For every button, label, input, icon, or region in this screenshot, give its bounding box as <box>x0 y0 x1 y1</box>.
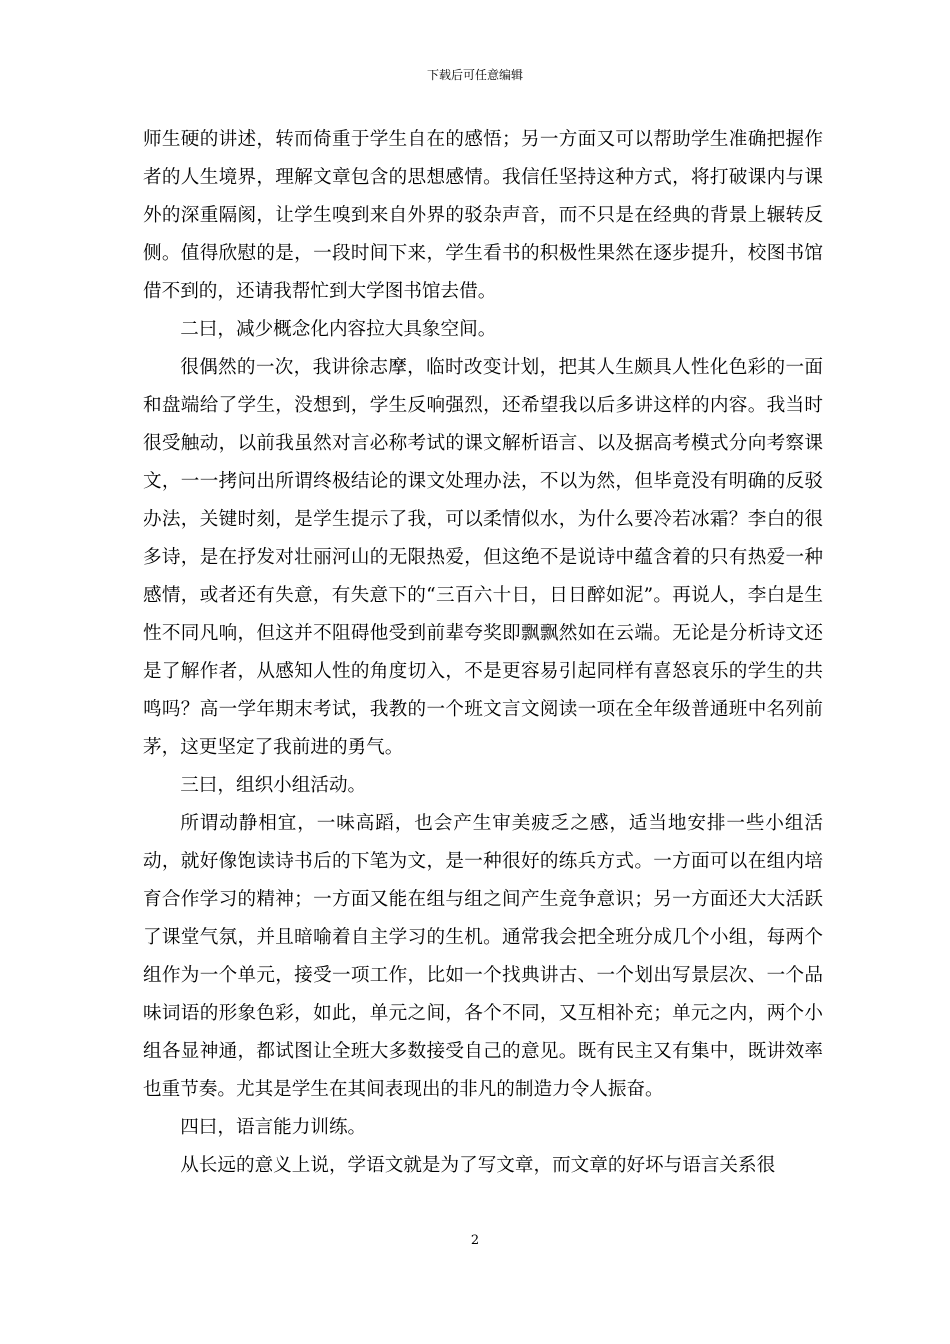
page-number: 2 <box>470 1233 480 1248</box>
paragraph: 所谓动静相宜，一味高蹈，也会产生审美疲乏之感，适当地安排一些小组活动，就好像饱读诗书后的下笔为文，是一种很好的练兵方式。一方面可以在组内培育合作学习的精神；一方面又能在组与组之间产生竞争意识；另一方面还大大活跃了课堂气氛，并且暗喻着自主学习的生机。通常我会把全班分成几个小组，每两个组作为一个单元，接受一项工作，比如一个找典讲古、一个划出写景层次、一个品味词语的形象色彩，如此，单元之间，各个不同，又互相补充；单元之内，两个小组各显神通，都试图让全班大多数接受自己的意见。既有民主又有集中，既讲效率也重节奏。尤其是学生在其间表现出的非凡的制造力令人振奋。 <box>143 813 823 1100</box>
page-header: 下载后可任意编辑 <box>426 68 523 82</box>
paragraph: 从长远的意义上说，学语文就是为了写文章，而文章的好坏与语言关系很 <box>180 1155 776 1176</box>
section-heading-3: 三曰，组织小组活动。 <box>180 775 367 796</box>
section-heading-2: 二曰，减少概念化内容拉大具象空间。 <box>180 319 497 340</box>
paragraph-continued: 师生硬的讲述，转而倚重于学生自在的感悟；另一方面又可以帮助学生准确把握作者的人生境界，理解文章包含的思想感情。我信任坚持这种方式，将打破课内与课外的深重隔阂，让学生嗅到来自外界的驳杂声音，而不只是在经典的背景上辗转反侧。值得欣慰的是，一段时间下来，学生看书的积极性果然在逐步提升，校图书馆借不到的，还请我帮忙到大学图书馆去借。 <box>143 129 823 302</box>
document-body <box>143 121 823 1185</box>
paragraph: 很偶然的一次，我讲徐志摩，临时改变计划，把其人生颇具人性化色彩的一面和盘端给了学生，没想到，学生反响强烈，还希望我以后多讲这样的内容。我当时很受触动，以前我虽然对言必称考试的课文解析语言、以及据高考模式分向考察课文，一一拷问出所谓终极结论的课文处理办法，不以为然，但毕竟没有明确的反驳办法，关键时刻，是学生提示了我，可以柔情似水，为什么要冷若冰霜？李白的很多诗，是在抒发对壮丽河山的无限热爱，但这绝不是说诗中蕴含着的只有热爱一种感情，或者还有失意，有失意下的“三百六十日，日日醉如泥”。再说人，李白是生性不同凡响，但这并不阻碍他受到前辈夸奖即飘飘然如在云端。无论是分析诗文还是了解作者，从感知人性的角度切入，不是更容易引起同样有喜怒哀乐的学生的共鸣吗？高一学年期末考试，我教的一个班文言文阅读一项在全年级普通班中名列前茅，这更坚定了我前进的勇气。 <box>143 357 823 758</box>
section-heading-4: 四曰，语言能力训练。 <box>180 1117 367 1138</box>
